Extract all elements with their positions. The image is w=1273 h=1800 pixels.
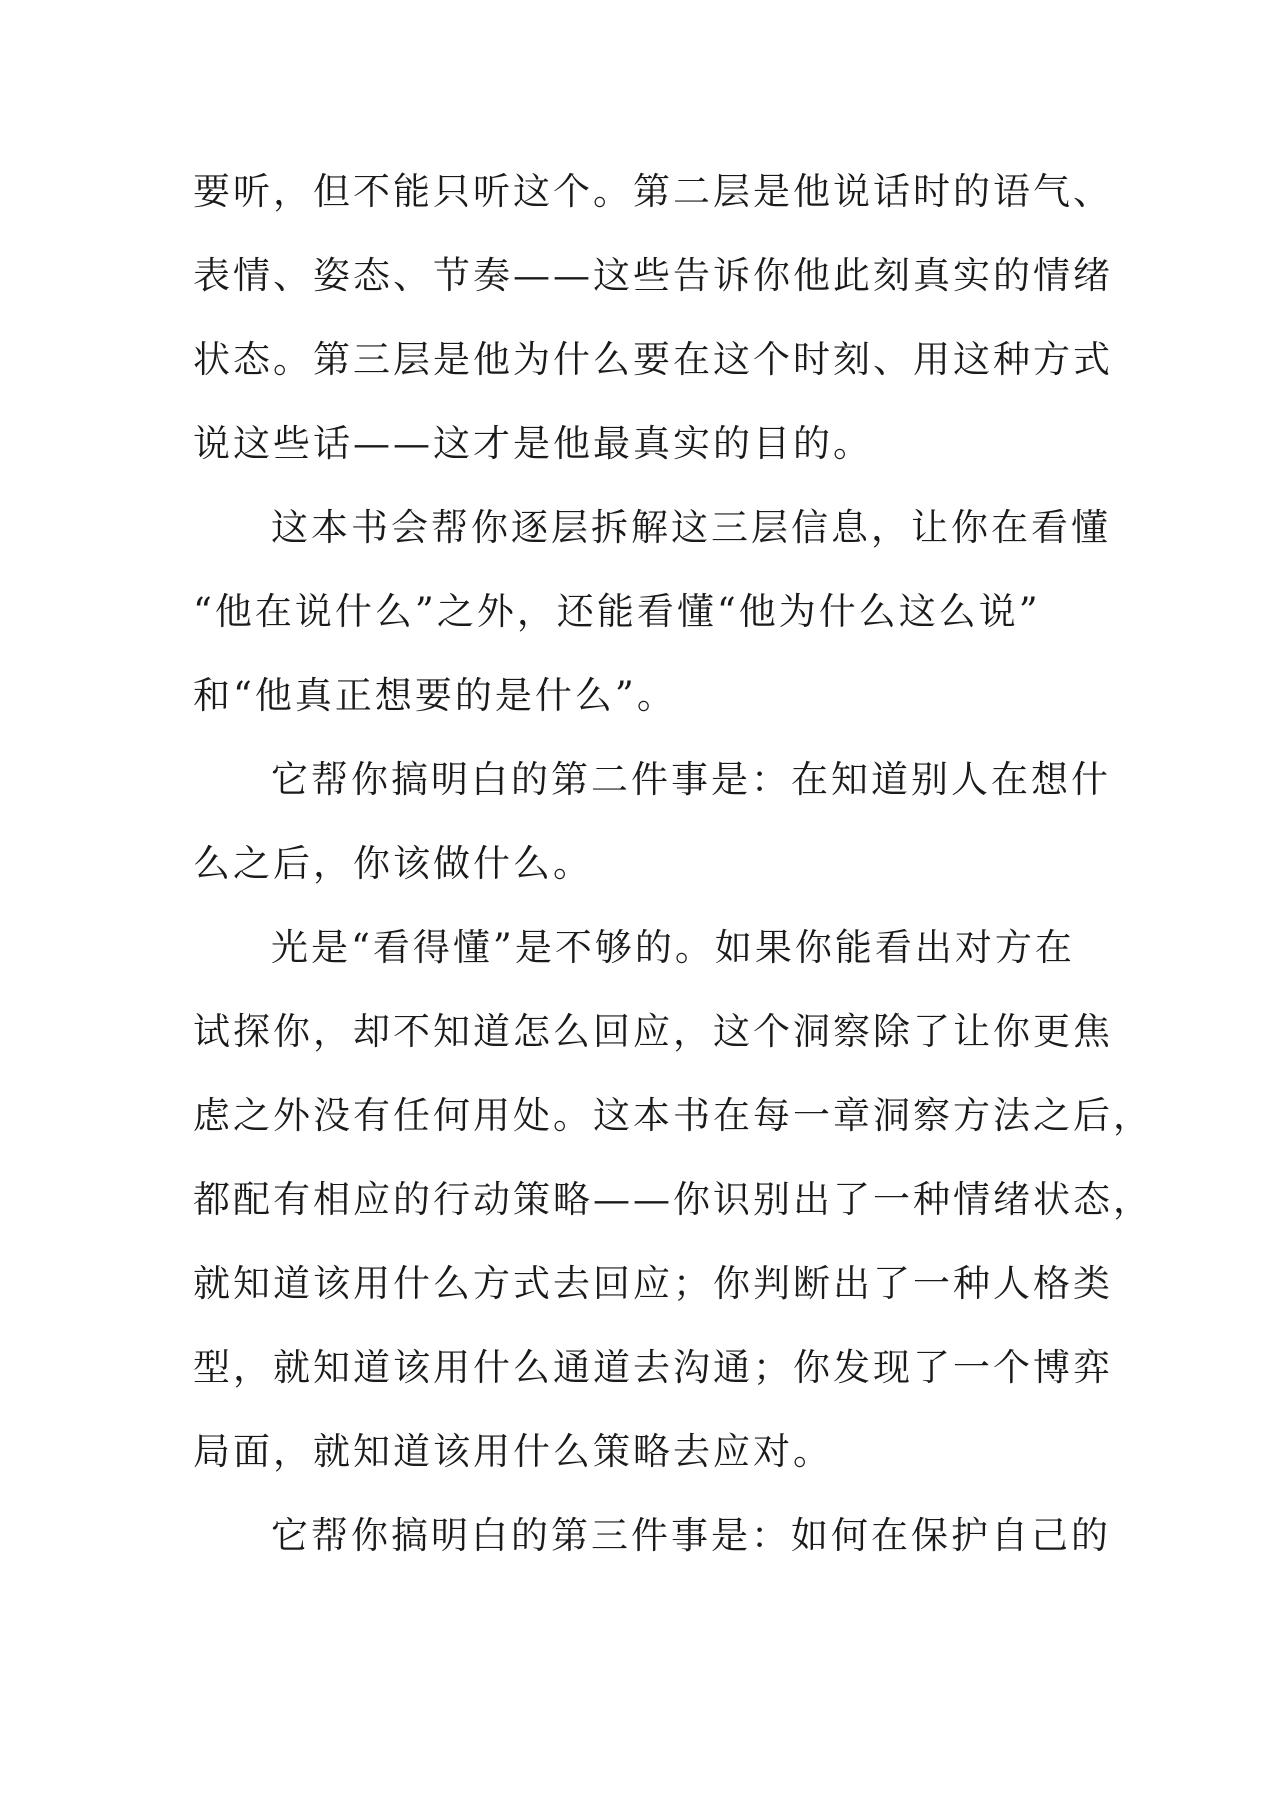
text-line: 它帮你搞明白的第二件事是：在知道别人在想什	[271, 758, 1111, 801]
paragraph-5	[193, 1494, 1111, 1578]
text-line: 局面，就知道该用什么策略去应对。	[193, 1430, 833, 1473]
text-line: 光是“看得懂”是不够的。如果你能看出对方在	[271, 926, 1075, 969]
text-line: 就知道该用什么方式去回应；你判断出了一种人格类	[193, 1262, 1113, 1305]
paragraph-2	[193, 486, 1111, 738]
text-line: 和“他真正想要的是什么”。	[193, 674, 677, 717]
text-line: 要听，但不能只听这个。第二层是他说话时的语气、	[193, 170, 1113, 213]
text-line: “他在说什么”之外，还能看懂“他为什么这么说”	[193, 590, 1041, 633]
text-line: 状态。第三层是他为什么要在这个时刻、用这种方式	[193, 338, 1113, 381]
text-line: 型，就知道该用什么通道去沟通；你发现了一个博弈	[193, 1346, 1113, 1389]
paragraph-3	[193, 738, 1111, 906]
text-line: 么之后，你该做什么。	[193, 842, 593, 885]
text-line: 都配有相应的行动策略——你识别出了一种情绪状态，	[193, 1178, 1153, 1221]
body-text	[193, 150, 1153, 1578]
paragraph-4	[193, 906, 1153, 1494]
text-line: 虑之外没有任何用处。这本书在每一章洞察方法之后，	[193, 1094, 1153, 1137]
text-line: 它帮你搞明白的第三件事是：如何在保护自己的	[271, 1514, 1111, 1557]
text-line: 这本书会帮你逐层拆解这三层信息，让你在看懂	[271, 506, 1111, 549]
text-line: 表情、姿态、节奏——这些告诉你他此刻真实的情绪	[193, 254, 1113, 297]
text-line: 试探你，却不知道怎么回应，这个洞察除了让你更焦	[193, 1010, 1113, 1053]
paragraph-1	[193, 150, 1113, 486]
text-line: 说这些话——这才是他最真实的目的。	[193, 422, 873, 465]
